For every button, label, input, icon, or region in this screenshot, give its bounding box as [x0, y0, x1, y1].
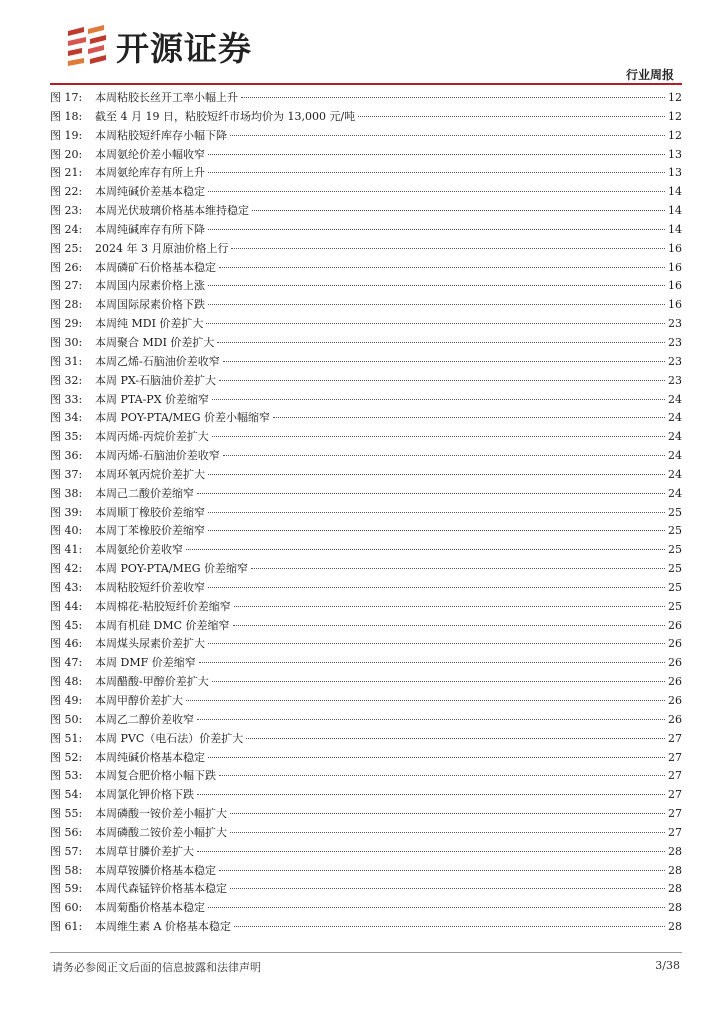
brand-name: 开源证券 — [116, 28, 252, 68]
toc-entry[interactable] — [50, 447, 682, 466]
toc-figure-number: 图 24: — [50, 222, 83, 236]
toc-figure-number: 图 54: — [50, 788, 83, 802]
toc-figure-title: 本周国内尿素价格上涨 — [95, 279, 205, 293]
toc-page-number: 26 — [668, 675, 682, 689]
toc-figure-title: 本周有机硅 DMC 价差缩窄 — [95, 618, 230, 632]
toc-page-number: 26 — [668, 637, 682, 651]
toc-figure-number: 图 41: — [50, 543, 83, 557]
toc-entry[interactable] — [50, 504, 682, 523]
toc-figure-title: 本周甲醇价差扩大 — [95, 694, 183, 707]
toc-entry[interactable] — [50, 730, 682, 749]
toc-figure-number: 图 43: — [50, 580, 83, 594]
toc-page-number: 23 — [668, 335, 682, 349]
toc-figure-title: 本周丙烯-石脑油价差收窄 — [95, 449, 220, 463]
toc-entry[interactable] — [50, 767, 682, 786]
toc-figure-number: 图 22: — [50, 185, 83, 199]
toc-page-number: 27 — [668, 825, 682, 839]
toc-leader-dots — [208, 474, 665, 475]
figure-list — [50, 89, 682, 937]
toc-figure-title: 本周 POY-PTA/MEG 价差小幅缩窄 — [95, 411, 271, 425]
toc-page-number: 14 — [668, 185, 682, 199]
toc-page-number: 27 — [668, 788, 682, 802]
toc-entry[interactable] — [50, 391, 682, 410]
toc-leader-dots — [230, 135, 665, 136]
toc-figure-number: 图 40: — [50, 524, 83, 538]
toc-entry[interactable] — [50, 617, 682, 636]
toc-leader-dots — [186, 700, 665, 701]
toc-leader-dots — [208, 304, 665, 305]
toc-figure-title: 本周 PX-石脑油价差扩大 — [95, 373, 217, 387]
toc-page-number: 24 — [668, 430, 682, 444]
toc-entry[interactable] — [50, 654, 682, 673]
toc-figure-title: 截至 4 月 19 日，粘胶短纤市场均价为 13,000 元/吨 — [95, 109, 356, 123]
toc-figure-title: 本周煤头尿素价差扩大 — [95, 637, 205, 651]
toc-figure-title: 本周氯化钾价格下跌 — [95, 788, 194, 802]
toc-page-number: 23 — [668, 317, 682, 331]
toc-figure-title: 本周复合肥价格小幅下跌 — [95, 769, 216, 783]
toc-figure-number: 图 60: — [50, 901, 83, 915]
footer-divider — [50, 952, 682, 953]
toc-leader-dots — [219, 775, 665, 776]
toc-page-number: 26 — [668, 712, 682, 726]
toc-page-number: 27 — [668, 769, 682, 783]
toc-figure-number: 图 20: — [50, 147, 83, 161]
toc-entry[interactable] — [50, 146, 682, 165]
toc-leader-dots — [186, 549, 665, 550]
toc-figure-title: 本周纯 MDI 价差扩大 — [95, 317, 204, 331]
toc-figure-number: 图 17: — [50, 91, 83, 104]
toc-figure-number: 图 49: — [50, 694, 83, 707]
toc-page-number: 16 — [668, 260, 682, 274]
toc-entry[interactable] — [50, 277, 682, 296]
footer-disclaimer: 请务必参阅正文后面的信息披露和法律声明 — [52, 961, 261, 974]
toc-page-number: 12 — [668, 91, 682, 104]
toc-page-number: 24 — [668, 392, 682, 406]
toc-entry[interactable] — [50, 805, 682, 824]
toc-figure-title: 本周丁苯橡胶价差缩窄 — [95, 524, 205, 538]
brand-logo — [64, 24, 274, 68]
toc-page-number: 12 — [668, 128, 682, 142]
toc-entry[interactable] — [50, 409, 682, 428]
toc-leader-dots — [223, 455, 665, 456]
toc-entry[interactable] — [50, 127, 682, 146]
toc-entry[interactable] — [50, 749, 682, 768]
toc-entry[interactable] — [50, 899, 682, 918]
toc-leader-dots — [206, 323, 665, 324]
toc-figure-title: 本周粘胶短纤价差收窄 — [95, 580, 205, 594]
toc-entry[interactable] — [50, 579, 682, 598]
toc-leader-dots — [212, 681, 665, 682]
toc-leader-dots — [273, 417, 665, 418]
toc-figure-number: 图 53: — [50, 769, 83, 783]
toc-figure-title: 本周代森锰锌价格基本稳定 — [95, 882, 227, 896]
brand-logo-icon — [64, 25, 108, 67]
toc-page-number: 28 — [668, 863, 682, 877]
toc-leader-dots — [197, 493, 665, 494]
toc-figure-title: 本周顺丁橡胶价差缩窄 — [95, 505, 205, 519]
toc-figure-title: 本周磷酸一铵价差小幅扩大 — [95, 807, 227, 821]
toc-page-number: 28 — [668, 901, 682, 915]
toc-leader-dots — [208, 229, 665, 230]
toc-page-number: 16 — [668, 279, 682, 293]
toc-figure-title: 本周草甘膦价差扩大 — [95, 844, 194, 858]
toc-page-number: 26 — [668, 656, 682, 670]
toc-entry[interactable] — [50, 880, 682, 899]
toc-page-number: 27 — [668, 807, 682, 821]
toc-entry[interactable] — [50, 259, 682, 278]
toc-figure-number: 图 35: — [50, 430, 83, 444]
toc-figure-number: 图 23: — [50, 204, 83, 218]
toc-leader-dots — [208, 643, 665, 644]
toc-leader-dots — [358, 116, 665, 117]
toc-figure-number: 图 55: — [50, 807, 83, 821]
toc-figure-number: 图 57: — [50, 844, 83, 858]
toc-figure-title: 本周丙烯-丙烷价差扩大 — [95, 430, 209, 444]
toc-figure-number: 图 42: — [50, 562, 83, 576]
toc-figure-title: 本周光伏玻璃价格基本维持稳定 — [95, 204, 249, 218]
toc-leader-dots — [252, 210, 665, 211]
toc-page-number: 24 — [668, 449, 682, 463]
toc-entry[interactable] — [50, 296, 682, 315]
toc-figure-title: 本周环氧丙烷价差扩大 — [95, 467, 205, 481]
toc-figure-title: 本周国际尿素价格下跌 — [95, 298, 205, 312]
toc-entry[interactable] — [50, 692, 682, 711]
page-number: 3/38 — [655, 959, 680, 972]
toc-figure-number: 图 37: — [50, 467, 83, 481]
toc-leader-dots — [199, 662, 665, 663]
toc-page-number: 27 — [668, 731, 682, 745]
toc-figure-number: 图 26: — [50, 260, 83, 274]
toc-page-number: 28 — [668, 920, 682, 934]
toc-entry[interactable] — [50, 108, 682, 127]
toc-leader-dots — [234, 926, 665, 927]
toc-leader-dots — [208, 907, 665, 908]
toc-leader-dots — [208, 757, 665, 758]
toc-figure-title: 本周氨纶库存有所上升 — [95, 166, 205, 180]
toc-leader-dots — [208, 154, 665, 155]
toc-page-number: 26 — [668, 618, 682, 632]
toc-entry[interactable] — [50, 635, 682, 654]
toc-entry[interactable] — [50, 673, 682, 692]
toc-page-number: 16 — [668, 298, 682, 312]
toc-figure-number: 图 36: — [50, 449, 83, 463]
toc-page-number: 12 — [668, 109, 682, 123]
toc-figure-title: 本周磷矿石价格基本稳定 — [95, 260, 216, 274]
toc-figure-title: 本周粘胶短纤库存小幅下降 — [95, 128, 227, 142]
toc-entry[interactable] — [50, 315, 682, 334]
toc-page-number: 24 — [668, 411, 682, 425]
toc-page-number: 13 — [668, 147, 682, 161]
toc-page-number: 26 — [668, 694, 682, 707]
toc-figure-number: 图 29: — [50, 317, 83, 331]
toc-leader-dots — [197, 851, 665, 852]
toc-page-number: 24 — [668, 467, 682, 481]
toc-figure-title: 本周 PTA-PX 价差缩窄 — [95, 392, 210, 406]
toc-leader-dots — [230, 832, 665, 833]
toc-figure-title: 本周纯碱价差基本稳定 — [95, 185, 205, 199]
toc-entry[interactable] — [50, 843, 682, 862]
toc-figure-number: 图 19: — [50, 128, 83, 142]
toc-figure-title: 本周 POY-PTA/MEG 价差缩窄 — [95, 562, 249, 576]
toc-entry[interactable] — [50, 183, 682, 202]
toc-figure-number: 图 18: — [50, 109, 83, 123]
toc-page-number: 25 — [668, 524, 682, 538]
toc-figure-number: 图 27: — [50, 279, 83, 293]
toc-leader-dots — [251, 568, 665, 569]
toc-figure-number: 图 56: — [50, 825, 83, 839]
toc-figure-number: 图 44: — [50, 599, 83, 613]
toc-entry[interactable] — [50, 786, 682, 805]
toc-figure-number: 图 51: — [50, 731, 83, 745]
toc-page-number: 24 — [668, 486, 682, 500]
toc-figure-number: 图 28: — [50, 298, 83, 312]
toc-figure-number: 图 39: — [50, 505, 83, 519]
toc-entry[interactable] — [50, 485, 682, 504]
toc-leader-dots — [231, 248, 665, 249]
toc-page-number: 14 — [668, 222, 682, 236]
toc-page-number: 27 — [668, 750, 682, 764]
toc-page-number: 25 — [668, 599, 682, 613]
toc-leader-dots — [241, 97, 665, 98]
toc-page-number: 25 — [668, 543, 682, 557]
toc-page-number: 28 — [668, 844, 682, 858]
toc-figure-number: 图 61: — [50, 920, 83, 934]
toc-figure-title: 本周 DMF 价差缩窄 — [95, 656, 196, 670]
toc-figure-title: 本周纯碱库存有所下降 — [95, 222, 205, 236]
toc-entry[interactable] — [50, 164, 682, 183]
toc-page-number: 28 — [668, 882, 682, 896]
toc-figure-title: 本周菊酯价格基本稳定 — [95, 901, 205, 915]
toc-leader-dots — [208, 191, 665, 192]
toc-figure-title: 2024 年 3 月原油价格上行 — [95, 241, 229, 255]
toc-figure-title: 本周乙二醇价差收窄 — [95, 712, 194, 726]
toc-entry[interactable] — [50, 824, 682, 843]
toc-leader-dots — [197, 719, 665, 720]
report-type-label: 行业周报 — [625, 68, 674, 82]
toc-entry[interactable] — [50, 221, 682, 240]
toc-figure-number: 图 52: — [50, 750, 83, 764]
toc-entry[interactable] — [50, 353, 682, 372]
toc-leader-dots — [212, 399, 665, 400]
toc-leader-dots — [230, 813, 665, 814]
toc-entry[interactable] — [50, 89, 682, 108]
toc-entry[interactable] — [50, 372, 682, 391]
page-header — [0, 0, 724, 84]
toc-leader-dots — [246, 738, 665, 739]
toc-figure-number: 图 25: — [50, 241, 83, 255]
toc-leader-dots — [223, 361, 665, 362]
toc-leader-dots — [208, 285, 665, 286]
toc-entry[interactable] — [50, 541, 682, 560]
toc-figure-number: 图 48: — [50, 675, 83, 689]
toc-figure-title: 本周棉花-粘胶短纤价差缩窄 — [95, 599, 231, 613]
toc-leader-dots — [233, 625, 666, 626]
toc-entry[interactable] — [50, 862, 682, 881]
toc-entry[interactable] — [50, 598, 682, 617]
toc-figure-number: 图 50: — [50, 712, 83, 726]
toc-leader-dots — [208, 587, 665, 588]
toc-entry[interactable] — [50, 240, 682, 259]
toc-leader-dots — [219, 380, 665, 381]
toc-figure-number: 图 32: — [50, 373, 83, 387]
toc-page-number: 16 — [668, 241, 682, 255]
toc-leader-dots — [230, 888, 665, 889]
toc-figure-number: 图 34: — [50, 411, 83, 425]
toc-figure-title: 本周醋酸-甲醇价差扩大 — [95, 675, 209, 689]
toc-figure-number: 图 47: — [50, 656, 83, 670]
toc-figure-number: 图 58: — [50, 863, 83, 877]
toc-entry[interactable] — [50, 334, 682, 353]
toc-figure-number: 图 21: — [50, 166, 83, 180]
toc-figure-number: 图 46: — [50, 637, 83, 651]
toc-figure-title: 本周粘胶长丝开工率小幅上升 — [95, 91, 238, 104]
toc-leader-dots — [208, 512, 665, 513]
toc-page-number: 23 — [668, 354, 682, 368]
toc-leader-dots — [197, 794, 665, 795]
toc-entry[interactable] — [50, 560, 682, 579]
toc-figure-number: 图 30: — [50, 335, 83, 349]
toc-figure-title: 本周纯碱价格基本稳定 — [95, 750, 205, 764]
toc-figure-title: 本周氨纶价差小幅收窄 — [95, 147, 205, 161]
toc-page-number: 13 — [668, 166, 682, 180]
toc-leader-dots — [217, 342, 665, 343]
toc-page-number: 25 — [668, 580, 682, 594]
toc-figure-title: 本周乙烯-石脑油价差收窄 — [95, 354, 220, 368]
toc-leader-dots — [208, 172, 665, 173]
toc-figure-title: 本周 PVC（电石法）价差扩大 — [95, 731, 244, 745]
toc-leader-dots — [234, 606, 665, 607]
toc-figure-title: 本周聚合 MDI 价差扩大 — [95, 335, 215, 349]
toc-figure-number: 图 45: — [50, 618, 83, 632]
toc-figure-number: 图 38: — [50, 486, 83, 500]
header-divider — [50, 83, 682, 85]
toc-leader-dots — [212, 436, 665, 437]
toc-entry[interactable] — [50, 466, 682, 485]
toc-entry[interactable] — [50, 918, 682, 937]
toc-page-number: 25 — [668, 562, 682, 576]
toc-figure-title: 本周维生素 A 价格基本稳定 — [95, 920, 231, 934]
toc-figure-number: 图 59: — [50, 882, 83, 896]
toc-figure-title: 本周己二酸价差缩窄 — [95, 486, 194, 500]
toc-entry[interactable] — [50, 202, 682, 221]
toc-figure-number: 图 31: — [50, 354, 83, 368]
toc-figure-title: 本周草铵膦价格基本稳定 — [95, 863, 216, 877]
toc-leader-dots — [219, 870, 665, 871]
toc-leader-dots — [219, 267, 665, 268]
toc-entry[interactable] — [50, 711, 682, 730]
toc-page-number: 23 — [668, 373, 682, 387]
toc-page-number: 25 — [668, 505, 682, 519]
toc-entry[interactable] — [50, 522, 682, 541]
toc-page-number: 14 — [668, 204, 682, 218]
toc-leader-dots — [208, 530, 665, 531]
toc-figure-title: 本周氨纶价差收窄 — [95, 543, 183, 557]
toc-figure-number: 图 33: — [50, 392, 83, 406]
toc-entry[interactable] — [50, 428, 682, 447]
toc-figure-title: 本周磷酸二铵价差小幅扩大 — [95, 825, 227, 839]
